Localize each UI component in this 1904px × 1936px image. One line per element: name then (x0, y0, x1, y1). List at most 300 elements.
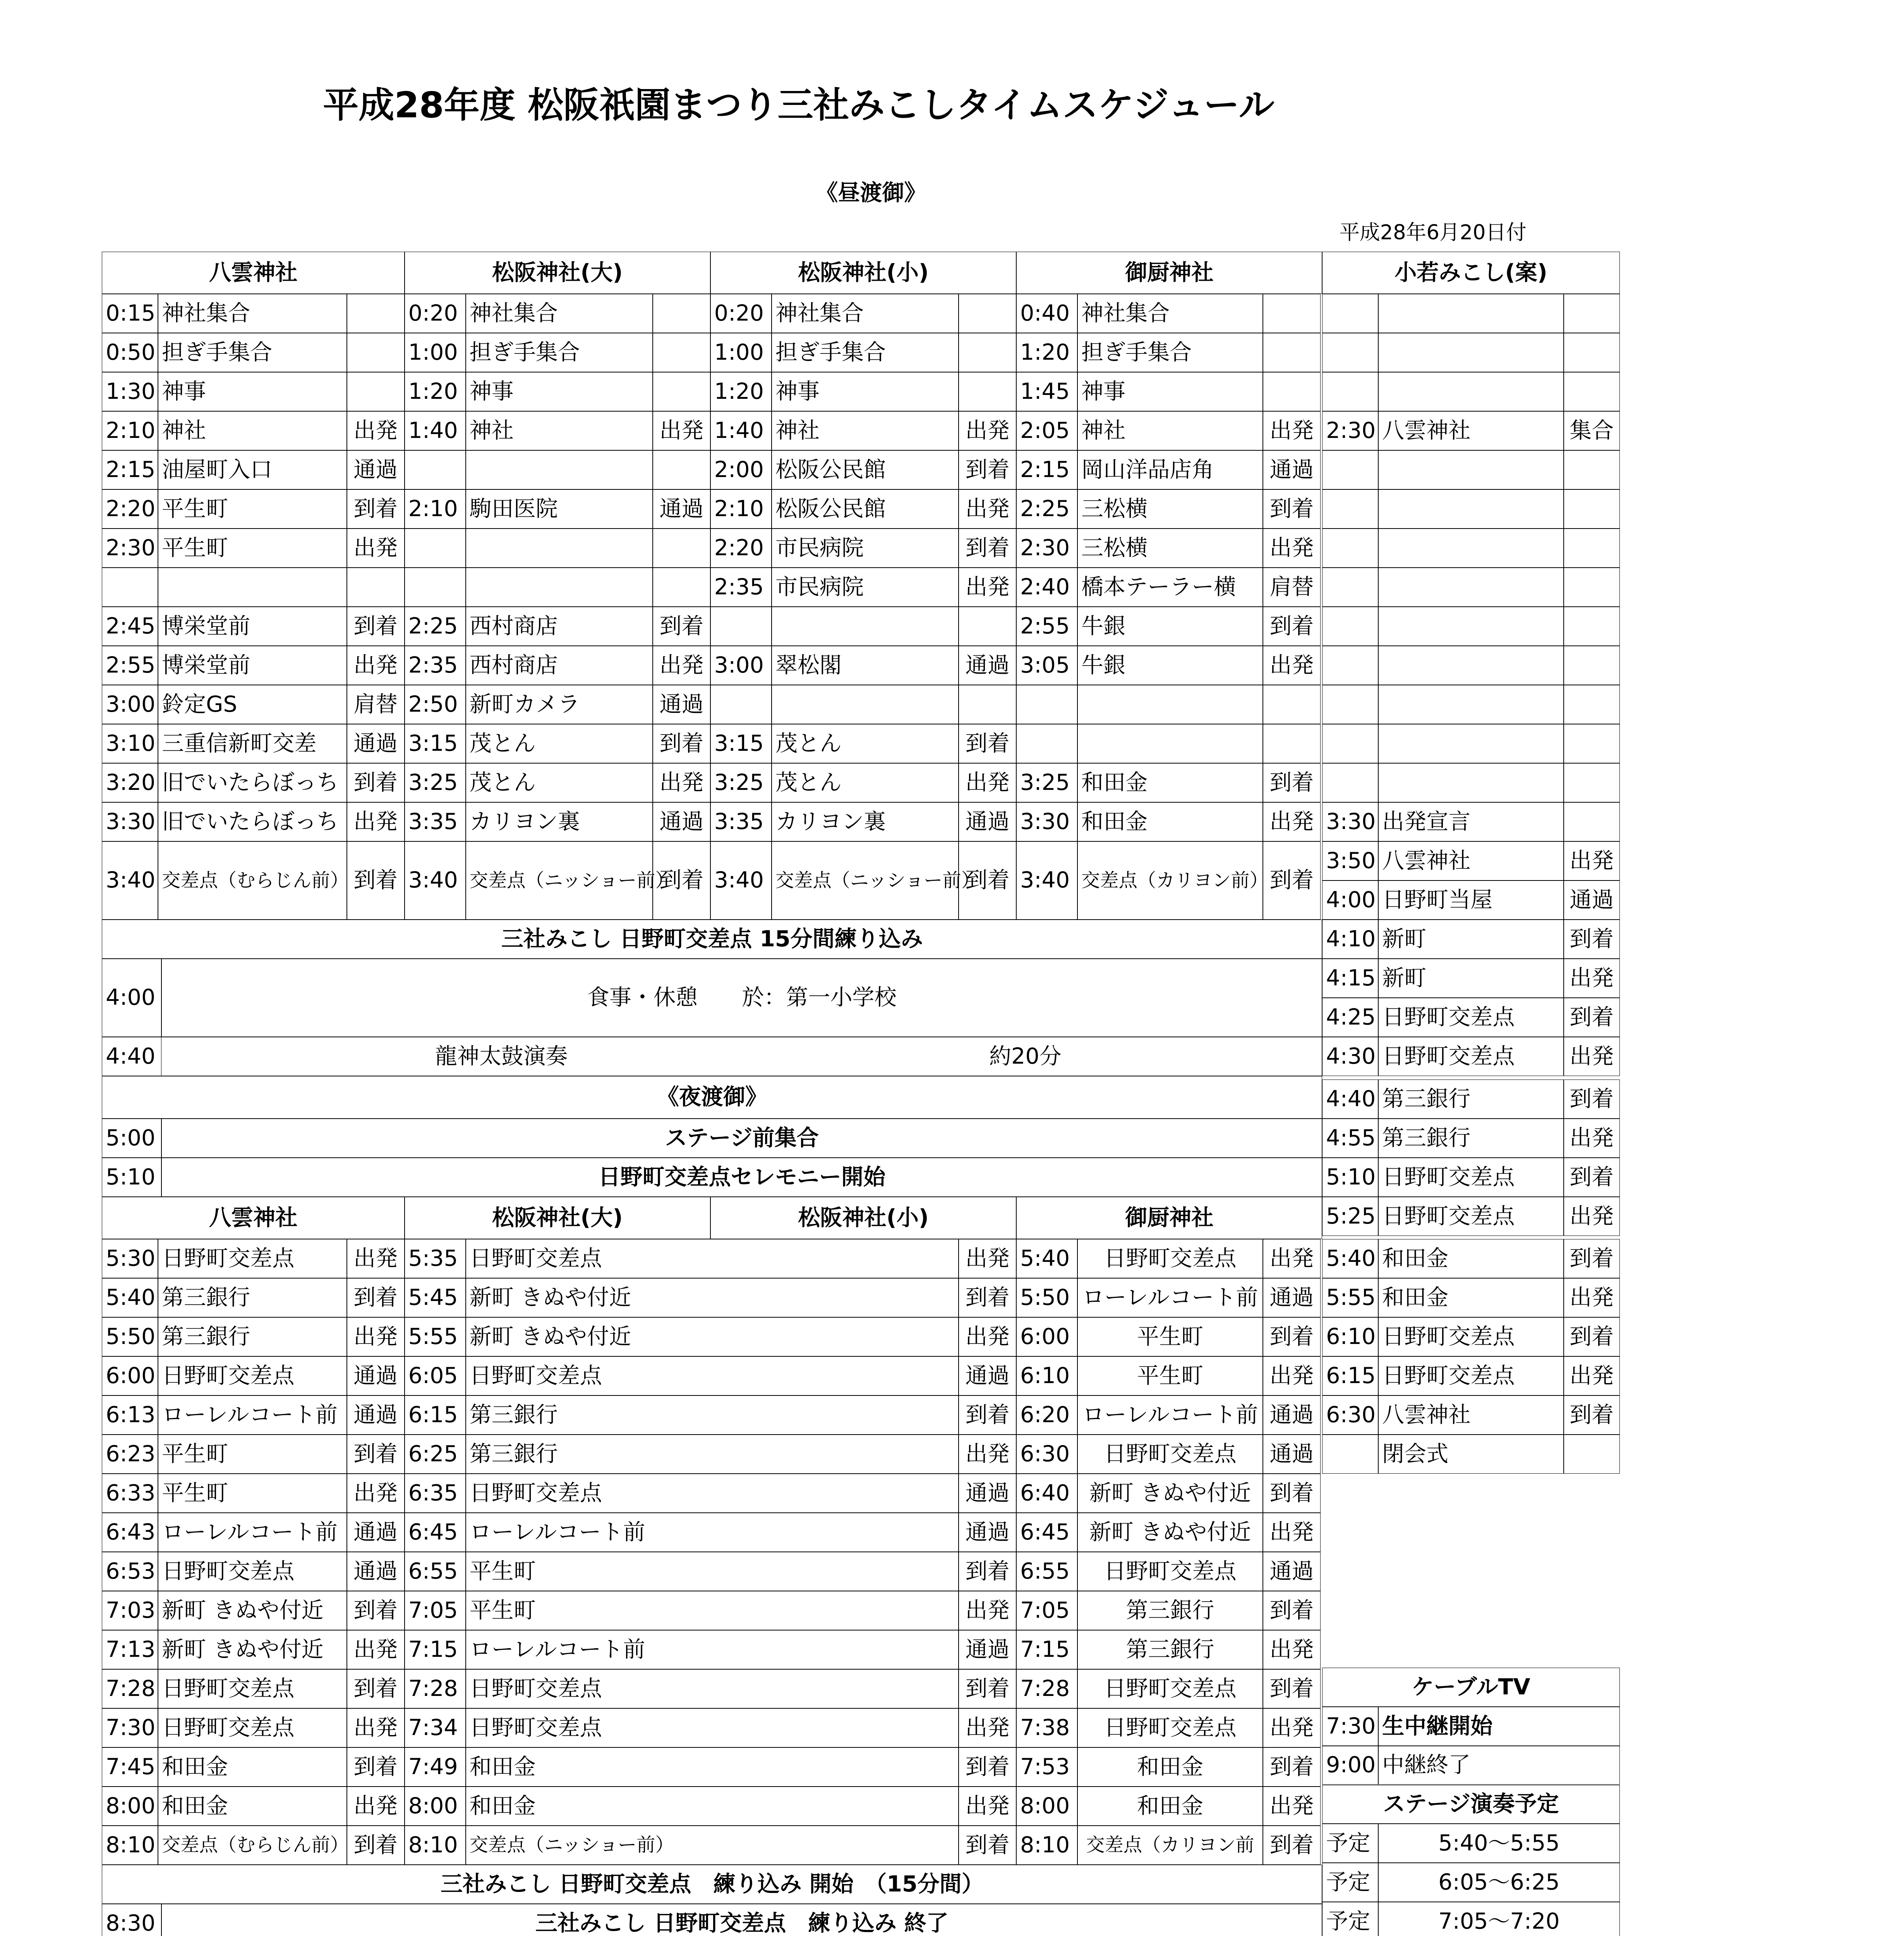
night-header-2: 松阪神社(大) (405, 1197, 710, 1239)
day-r2-c2-time: 1:00 (405, 333, 466, 372)
night-r7-c2-time: 6:35 (405, 1474, 466, 1513)
day-r14-c4-status: 出発 (1263, 802, 1321, 841)
night-r5-c2-place: 第三銀行 (466, 1395, 959, 1435)
day-r1-c1-status (347, 294, 405, 333)
day-r12-c3-status: 到着 (959, 724, 1016, 763)
day-r2-c5-place (1378, 333, 1564, 372)
night-r10-c2-place: 平生町 (466, 1591, 959, 1630)
day-r12-c4-time (1016, 724, 1077, 763)
night-r11-c2-time: 7:15 (405, 1630, 466, 1669)
night-r4-c1-place: 日野町交差点 (158, 1356, 346, 1395)
day-r14-c4-time: 3:30 (1016, 802, 1077, 841)
night-r9-c1-place: 日野町交差点 (158, 1552, 346, 1591)
night-r6-c3-status: 通過 (1263, 1435, 1321, 1474)
day-r8-c2-status (653, 568, 710, 607)
day-340-c2-status: 到着 (653, 841, 710, 920)
day-r5-c4-status: 通過 (1263, 450, 1321, 489)
night-r11-c1-status: 出発 (347, 1630, 405, 1669)
day-r11-c5-place (1378, 685, 1564, 724)
day-r9-c4-time: 2:55 (1016, 607, 1077, 646)
night-r4-c4-time: 6:15 (1322, 1356, 1378, 1395)
kowaka-more-2-place: 新町 (1378, 959, 1564, 998)
night-banner-2-time: 8:30 (102, 1904, 161, 1936)
day-r7-c3-place: 市民病院 (772, 529, 959, 568)
day-r2-c5-status (1564, 333, 1620, 372)
day-r8-c3-status: 出発 (959, 568, 1016, 607)
night-r1-c1-time: 5:30 (102, 1239, 158, 1278)
day-r6-c5-status (1564, 489, 1620, 529)
day-r7-c5-place (1378, 529, 1564, 568)
night-r2-c4-time: 5:55 (1322, 1278, 1378, 1317)
night-r6-c2-place: 第三銀行 (466, 1435, 959, 1474)
day-r10-c4-status: 出発 (1263, 646, 1321, 685)
night-r1-time: 5:00 (102, 1119, 161, 1158)
day-340-c2-time: 3:40 (405, 841, 466, 920)
kowaka-k1-status: 出発 (1564, 841, 1620, 880)
day-r1-c2-time: 0:20 (405, 294, 466, 333)
night-r2-c3-time: 5:50 (1016, 1278, 1077, 1317)
night-r5-c1-place: ローレルコート前 (158, 1395, 346, 1435)
night-r9-c1-time: 6:53 (102, 1552, 158, 1591)
cable-row-2-time: 9:00 (1322, 1746, 1378, 1785)
day-r3-c5-place (1378, 372, 1564, 411)
day-r13-c4-time: 3:25 (1016, 763, 1077, 802)
day-r11-c1-status: 肩替 (347, 685, 405, 724)
night-r2-c4-status: 出発 (1564, 1278, 1620, 1317)
day-r3-c2-status (653, 372, 710, 411)
day-r4-c5-place: 八雲神社 (1378, 411, 1564, 450)
day-r8-c1-place (158, 568, 346, 607)
day-r8-c5-status (1564, 568, 1620, 607)
night-banner-1: 三社みこし 日野町交差点 練り込み 開始 （15分間） (102, 1865, 1322, 1904)
night-r15-c1-place: 和田金 (158, 1787, 346, 1826)
day-r4-c3-place: 神社 (772, 411, 959, 450)
night-r13-c1-status: 出発 (347, 1708, 405, 1747)
night-r1-c3-time: 5:40 (1016, 1239, 1077, 1278)
night-r8-c3-place: 新町 きぬや付近 (1077, 1513, 1263, 1552)
night-r16-c3-time: 8:10 (1016, 1826, 1077, 1865)
day-r8-c1-status (347, 568, 405, 607)
night-r1-text: ステージ前集合 (161, 1119, 1322, 1158)
night-r5-c3-status: 通過 (1263, 1395, 1321, 1435)
night-r8-c3-status: 出発 (1263, 1513, 1321, 1552)
day-r13-c5-place (1378, 763, 1564, 802)
night-r3-c1-time: 5:50 (102, 1317, 158, 1356)
night-r15-c2-status: 出発 (959, 1787, 1016, 1826)
day-r2-c3-place: 担ぎ手集合 (772, 333, 959, 372)
night-r14-c1-time: 7:45 (102, 1747, 158, 1787)
night-r4-c2-time: 6:05 (405, 1356, 466, 1395)
kowaka-night-3-time: 5:10 (1322, 1158, 1378, 1197)
night-r14-c2-place: 和田金 (466, 1747, 959, 1787)
day-r1-c3-status (959, 294, 1016, 333)
day-r9-c2-time: 2:25 (405, 607, 466, 646)
night-r1-c4-time: 5:40 (1322, 1239, 1378, 1278)
day-r2-c5-time (1322, 333, 1378, 372)
day-r9-c2-place: 西村商店 (466, 607, 653, 646)
kowaka-more-3-time: 4:25 (1322, 998, 1378, 1037)
night-r9-c2-status: 到着 (959, 1552, 1016, 1591)
day-r1-c4-place: 神社集合 (1077, 294, 1263, 333)
night-r10-c2-time: 7:05 (405, 1591, 466, 1630)
day-r6-c2-place: 駒田医院 (466, 489, 653, 529)
day-r14-c2-place: カリヨン裏 (466, 802, 653, 841)
stage-row-2-label: 予定 (1322, 1863, 1378, 1902)
night-r1-c2-status: 出発 (959, 1239, 1016, 1278)
night-r5-c1-time: 6:13 (102, 1395, 158, 1435)
day-r12-c5-status (1564, 724, 1620, 763)
day-r13-c3-place: 茂とん (772, 763, 959, 802)
night-r13-c2-place: 日野町交差点 (466, 1708, 959, 1747)
day-r1-c3-time: 0:20 (710, 294, 772, 333)
day-r10-c3-time: 3:00 (710, 646, 772, 685)
night-r15-c3-status: 出発 (1263, 1787, 1321, 1826)
day-r13-c4-status: 到着 (1263, 763, 1321, 802)
night-r11-c2-place: ローレルコート前 (466, 1630, 959, 1669)
kowaka-night-1-place: 第三銀行 (1378, 1080, 1564, 1119)
day-340-c1-place: 交差点（むらじん前） (158, 841, 346, 920)
day-r5-c2-time (405, 450, 466, 489)
cable-row-1-time: 7:30 (1322, 1707, 1378, 1746)
day-r14-c3-time: 3:35 (710, 802, 772, 841)
day-r11-c4-time (1016, 685, 1077, 724)
day-r9-c2-status: 到着 (653, 607, 710, 646)
day-r11-c4-status (1263, 685, 1321, 724)
day-r6-c3-status: 出発 (959, 489, 1016, 529)
night-r11-c3-time: 7:15 (1016, 1630, 1077, 1669)
day-r7-c4-time: 2:30 (1016, 529, 1077, 568)
day-r12-c2-status: 到着 (653, 724, 710, 763)
day-r11-c4-place (1077, 685, 1263, 724)
night-r5-c4-time: 6:30 (1322, 1395, 1378, 1435)
day-r5-c3-time: 2:00 (710, 450, 772, 489)
day-r13-c1-time: 3:20 (102, 763, 158, 802)
taiko-duration: 約20分 (989, 1043, 1062, 1069)
night-banner-2-text: 三社みこし 日野町交差点 練り込み 終了 (161, 1904, 1322, 1936)
day-r2-c3-status (959, 333, 1016, 372)
day-r2-c4-time: 1:20 (1016, 333, 1077, 372)
day-r14-c3-status: 通過 (959, 802, 1016, 841)
night-r11-c1-place: 新町 きぬや付近 (158, 1630, 346, 1669)
night-r13-c2-time: 7:34 (405, 1708, 466, 1747)
stage-row-1-time: 5:40～5:55 (1378, 1824, 1619, 1863)
night-r14-c3-time: 7:53 (1016, 1747, 1077, 1787)
section-title-night: 《夜渡御》 (102, 1076, 1322, 1119)
day-r1-c4-status (1263, 294, 1321, 333)
day-r14-c5-status (1564, 802, 1620, 841)
kowaka-night-4-place: 日野町交差点 (1378, 1197, 1564, 1236)
night-r9-c3-place: 日野町交差点 (1077, 1552, 1263, 1591)
kowaka-more-1-time: 4:10 (1322, 920, 1378, 959)
day-r11-c3-status (959, 685, 1016, 724)
day-r5-c3-place: 松阪公民館 (772, 450, 959, 489)
day-r10-c5-time (1322, 646, 1378, 685)
night-r5-c4-status: 到着 (1564, 1395, 1620, 1435)
day-r1-c5-place (1378, 294, 1564, 333)
kowaka-more-2-status: 出発 (1564, 959, 1620, 998)
day-r4-c3-time: 1:40 (710, 411, 772, 450)
night-r16-c2-status: 到着 (959, 1826, 1016, 1865)
issue-date: 平成28年6月20日付 (1339, 220, 1527, 244)
day-r10-c2-status: 出発 (653, 646, 710, 685)
night-r1-c4-place: 和田金 (1378, 1239, 1564, 1278)
day-340-c3-place: 交差点（ニッショー前） (772, 841, 959, 920)
kowaka-night-1-time: 4:40 (1322, 1080, 1378, 1119)
day-r14-c3-place: カリヨン裏 (772, 802, 959, 841)
day-r14-c5-place: 出発宣言 (1378, 802, 1564, 841)
night-r9-c1-status: 通過 (347, 1552, 405, 1591)
day-r6-c2-time: 2:10 (405, 489, 466, 529)
day-r6-c1-time: 2:20 (102, 489, 158, 529)
night-r7-c1-place: 平生町 (158, 1474, 346, 1513)
day-r4-c3-status: 出発 (959, 411, 1016, 450)
night-r1-c1-status: 出発 (347, 1239, 405, 1278)
taiko-time: 4:40 (102, 1037, 161, 1076)
kowaka-k2-time: 4:00 (1322, 880, 1378, 920)
night-r12-c2-status: 到着 (959, 1669, 1016, 1708)
night-r8-c1-status: 通過 (347, 1513, 405, 1552)
day-340-c4-place: 交差点（カリヨン前） (1077, 841, 1263, 920)
day-r9-c4-place: 牛銀 (1077, 607, 1263, 646)
night-r1-c2-time: 5:35 (405, 1239, 466, 1278)
night-r13-c3-status: 出発 (1263, 1708, 1321, 1747)
day-r2-c3-time: 1:00 (710, 333, 772, 372)
night-r13-c1-place: 日野町交差点 (158, 1708, 346, 1747)
day-r14-c1-time: 3:30 (102, 802, 158, 841)
day-r6-c3-time: 2:10 (710, 489, 772, 529)
day-r5-c5-time (1322, 450, 1378, 489)
day-r7-c1-time: 2:30 (102, 529, 158, 568)
night-r15-c3-time: 8:00 (1016, 1787, 1077, 1826)
day-r6-c4-time: 2:25 (1016, 489, 1077, 529)
day-r8-c2-place (466, 568, 653, 607)
taiko-text: 龍神太鼓演奏 (435, 1043, 568, 1069)
day-r11-c2-status: 通過 (653, 685, 710, 724)
night-r3-c3-status: 到着 (1263, 1317, 1321, 1356)
day-r13-c1-status: 到着 (347, 763, 405, 802)
day-r9-c3-status (959, 607, 1016, 646)
day-340-c1-status: 到着 (347, 841, 405, 920)
night-r6-c4-place: 閉会式 (1378, 1435, 1564, 1474)
kowaka-k2-status: 通過 (1564, 880, 1620, 920)
day-r4-c2-status: 出発 (653, 411, 710, 450)
night-r8-c3-time: 6:45 (1016, 1513, 1077, 1552)
night-r3-c4-place: 日野町交差点 (1378, 1317, 1564, 1356)
night-r3-c1-status: 出発 (347, 1317, 405, 1356)
day-r7-c4-place: 三松横 (1077, 529, 1263, 568)
day-r11-c3-time (710, 685, 772, 724)
night-r2-c2-status: 到着 (959, 1278, 1016, 1317)
kowaka-more-3-status: 到着 (1564, 998, 1620, 1037)
day-r9-c5-time (1322, 607, 1378, 646)
night-r9-c3-status: 通過 (1263, 1552, 1321, 1591)
kowaka-night-3-status: 到着 (1564, 1158, 1620, 1197)
day-r5-c4-place: 岡山洋品店角 (1077, 450, 1263, 489)
night-r13-c2-status: 出発 (959, 1708, 1016, 1747)
stage-row-3-label: 予定 (1322, 1902, 1378, 1936)
night-r4-c1-time: 6:00 (102, 1356, 158, 1395)
night-r15-c1-status: 出発 (347, 1787, 405, 1826)
night-r2-c1-time: 5:40 (102, 1278, 158, 1317)
day-r3-c3-time: 1:20 (710, 372, 772, 411)
night-r7-c3-status: 到着 (1263, 1474, 1321, 1513)
day-r5-c5-status (1564, 450, 1620, 489)
day-r11-c2-place: 新町カメラ (466, 685, 653, 724)
day-r12-c4-status (1263, 724, 1321, 763)
day-r8-c3-time: 2:35 (710, 568, 772, 607)
day-340-c2-place: 交差点（ニッショー前） (466, 841, 653, 920)
day-r11-c5-time (1322, 685, 1378, 724)
day-r10-c3-place: 翠松閣 (772, 646, 959, 685)
day-r13-c5-time (1322, 763, 1378, 802)
night-r8-c1-place: ローレルコート前 (158, 1513, 346, 1552)
day-r13-c4-place: 和田金 (1077, 763, 1263, 802)
night-r8-c1-time: 6:43 (102, 1513, 158, 1552)
night-r13-c3-time: 7:38 (1016, 1708, 1077, 1747)
day-r3-c4-time: 1:45 (1016, 372, 1077, 411)
night-r10-c1-status: 到着 (347, 1591, 405, 1630)
kowaka-more-4-place: 日野町交差点 (1378, 1037, 1564, 1076)
day-r8-c5-place (1378, 568, 1564, 607)
night-r16-c1-place: 交差点（むらじん前） (158, 1826, 346, 1865)
day-r8-c4-place: 橋本テーラー横 (1077, 568, 1263, 607)
day-r3-c5-time (1322, 372, 1378, 411)
night-r12-c3-status: 到着 (1263, 1669, 1321, 1708)
day-r12-c5-place (1378, 724, 1564, 763)
day-r12-c2-place: 茂とん (466, 724, 653, 763)
day-r1-c5-status (1564, 294, 1620, 333)
day-r10-c4-time: 3:05 (1016, 646, 1077, 685)
day-r14-c2-time: 3:35 (405, 802, 466, 841)
kowaka-more-1-status: 到着 (1564, 920, 1620, 959)
day-r9-c5-place (1378, 607, 1564, 646)
kowaka-night-2-place: 第三銀行 (1378, 1119, 1564, 1158)
lunch-time: 4:00 (102, 959, 161, 1037)
night-r1-c1-place: 日野町交差点 (158, 1239, 346, 1278)
night-r2-c2-time: 5:45 (405, 1278, 466, 1317)
day-r8-c4-time: 2:40 (1016, 568, 1077, 607)
night-r3-c2-time: 5:55 (405, 1317, 466, 1356)
night-r4-c4-place: 日野町交差点 (1378, 1356, 1564, 1395)
day-r6-c4-place: 三松横 (1077, 489, 1263, 529)
night-r4-c2-status: 通過 (959, 1356, 1016, 1395)
night-r4-c1-status: 通過 (347, 1356, 405, 1395)
day-r12-c1-time: 3:10 (102, 724, 158, 763)
night-r14-c2-status: 到着 (959, 1747, 1016, 1787)
night-r4-c3-time: 6:10 (1016, 1356, 1077, 1395)
night-r10-c1-time: 7:03 (102, 1591, 158, 1630)
night-r2-c3-place: ローレルコート前 (1077, 1278, 1263, 1317)
day-r2-c1-time: 0:50 (102, 333, 158, 372)
night-r12-c1-place: 日野町交差点 (158, 1669, 346, 1708)
day-r10-c5-status (1564, 646, 1620, 685)
day-r6-c1-place: 平生町 (158, 489, 346, 529)
kowaka-night-2-status: 出発 (1564, 1119, 1620, 1158)
day-r5-c1-place: 油屋町入口 (158, 450, 346, 489)
kowaka-more-4-time: 4:30 (1322, 1037, 1378, 1076)
day-r6-c1-status: 到着 (347, 489, 405, 529)
night-header-1: 八雲神社 (102, 1197, 404, 1239)
cable-row-2-text: 中継終了 (1378, 1746, 1619, 1785)
day-r8-c4-status: 肩替 (1263, 568, 1321, 607)
night-r10-c1-place: 新町 きぬや付近 (158, 1591, 346, 1630)
night-r11-c2-status: 通過 (959, 1630, 1016, 1669)
day-r11-c3-place (772, 685, 959, 724)
day-r13-c2-place: 茂とん (466, 763, 653, 802)
night-r5-c4-place: 八雲神社 (1378, 1395, 1564, 1435)
day-r10-c1-time: 2:55 (102, 646, 158, 685)
day-r4-c4-time: 2:05 (1016, 411, 1077, 450)
day-r10-c3-status: 通過 (959, 646, 1016, 685)
day-r9-c1-status: 到着 (347, 607, 405, 646)
night-r15-c1-time: 8:00 (102, 1787, 158, 1826)
day-r9-c3-time (710, 607, 772, 646)
night-r16-c3-status: 到着 (1263, 1826, 1321, 1865)
day-r7-c2-status (653, 529, 710, 568)
day-340-c1-time: 3:40 (102, 841, 158, 920)
night-r4-c3-place: 平生町 (1077, 1356, 1263, 1395)
day-r3-c1-place: 神事 (158, 372, 346, 411)
night-r6-c4-time (1322, 1435, 1378, 1474)
stage-schedule-title: ステージ演奏予定 (1322, 1785, 1619, 1824)
night-r10-c3-status: 到着 (1263, 1591, 1321, 1630)
day-r4-c1-place: 神社 (158, 411, 346, 450)
day-r12-c5-time (1322, 724, 1378, 763)
day-r9-c1-time: 2:45 (102, 607, 158, 646)
day-header-5: 小若みこし(案) (1322, 252, 1619, 294)
day-r5-c4-time: 2:15 (1016, 450, 1077, 489)
day-340-c4-status: 到着 (1263, 841, 1321, 920)
day-r2-c4-status (1263, 333, 1321, 372)
kowaka-more-4-status: 出発 (1564, 1037, 1620, 1076)
night-r4-c4-status: 出発 (1564, 1356, 1620, 1395)
night-r6-c2-time: 6:25 (405, 1435, 466, 1474)
day-340-c3-time: 3:40 (710, 841, 772, 920)
night-r5-c1-status: 通過 (347, 1395, 405, 1435)
day-r3-c3-place: 神事 (772, 372, 959, 411)
night-r1-c3-place: 日野町交差点 (1077, 1239, 1263, 1278)
day-r8-c1-time (102, 568, 158, 607)
day-r3-c3-status (959, 372, 1016, 411)
kowaka-more-1-place: 新町 (1378, 920, 1564, 959)
day-banner-rennrikomi: 三社みこし 日野町交差点 15分間練り込み (102, 920, 1322, 959)
night-r14-c2-time: 7:49 (405, 1747, 466, 1787)
night-r9-c2-place: 平生町 (466, 1552, 959, 1591)
night-r16-c1-time: 8:10 (102, 1826, 158, 1865)
day-r3-c2-place: 神事 (466, 372, 653, 411)
lunch-text: 食事・休憩 於：第一小学校 (161, 959, 1322, 1037)
kowaka-k1-time: 3:50 (1322, 841, 1378, 880)
night-header-3: 松阪神社(小) (710, 1197, 1016, 1239)
night-r2-c1-place: 第三銀行 (158, 1278, 346, 1317)
night-r6-c4-status (1564, 1435, 1620, 1474)
day-340-c3-status: 到着 (959, 841, 1016, 920)
night-r5-c3-time: 6:20 (1016, 1395, 1077, 1435)
day-r13-c3-time: 3:25 (710, 763, 772, 802)
day-r7-c3-status: 到着 (959, 529, 1016, 568)
day-r12-c2-time: 3:15 (405, 724, 466, 763)
day-r11-c2-time: 2:50 (405, 685, 466, 724)
day-r9-c5-status (1564, 607, 1620, 646)
night-r12-c3-place: 日野町交差点 (1077, 1669, 1263, 1708)
day-r7-c5-status (1564, 529, 1620, 568)
page-title: 平成28年度 松阪祇園まつり三社みこしタイムスケジュール (323, 84, 1274, 126)
kowaka-night-1-status: 到着 (1564, 1080, 1620, 1119)
stage-row-2-time: 6:05～6:25 (1378, 1863, 1619, 1902)
night-r3-c3-time: 6:00 (1016, 1317, 1077, 1356)
day-r9-c4-status: 到着 (1263, 607, 1321, 646)
night-r11-c1-time: 7:13 (102, 1630, 158, 1669)
